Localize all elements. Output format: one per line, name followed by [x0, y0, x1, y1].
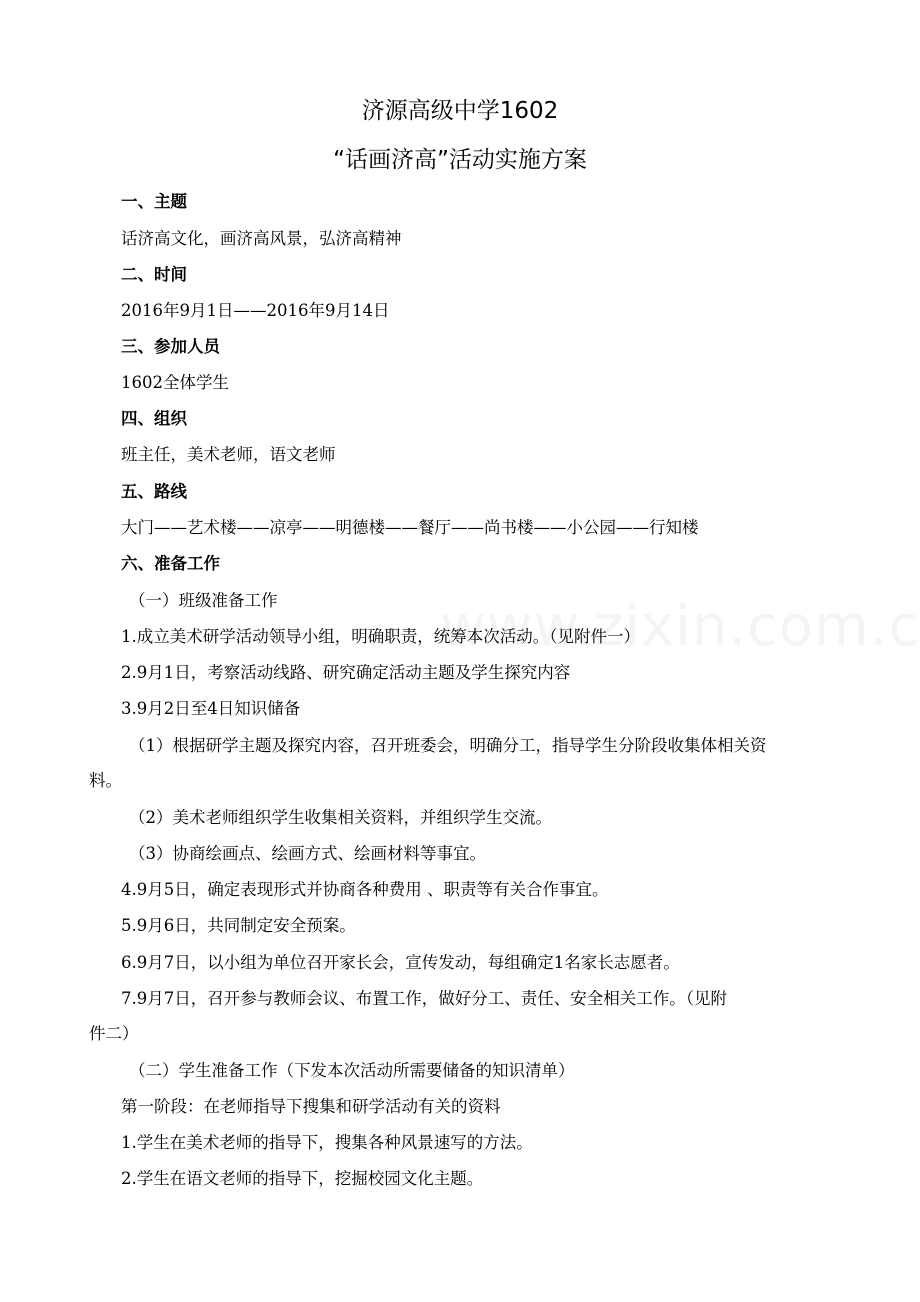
paragraph-line: 6.9月7日，以小组为单位召开家长会，宣传发动，每组确定1名家长志愿者。 — [121, 953, 680, 972]
section-heading-time: 二、时间 — [121, 265, 187, 284]
document-subtitle: “话画济高”活动实施方案 — [333, 147, 587, 173]
document-title: 济源高级中学1602 — [361, 98, 559, 124]
paragraph-line: 1.学生在美术老师的指导下，搜集各种风景速写的方法。 — [121, 1133, 533, 1152]
paragraph-line: （1）根据研学主题及探究内容，召开班委会，明确分工，指导学生分阶段收集体相关资 — [129, 736, 767, 755]
subsection-heading: （二）学生准备工作（下发本次活动所需要储备的知识清单） — [129, 1061, 575, 1080]
subsection-heading: （一）班级准备工作 — [129, 591, 278, 610]
paragraph-line: 5.9月6日，共同制定安全预案。 — [121, 916, 356, 935]
paragraph-line: 4.9月5日，确定表现形式并协商各种费用 、职责等有关合作事宜。 — [121, 880, 609, 899]
paragraph-line: 2016年9月1日——2016年9月14日 — [121, 301, 390, 320]
paragraph-line: 第一阶段：在老师指导下搜集和研学活动有关的资料 — [121, 1097, 501, 1116]
paragraph-line: 1.成立美术研学活动领导小组，明确职责，统筹本次活动。（见附件一） — [121, 627, 640, 646]
section-heading-route: 五、路线 — [121, 482, 187, 501]
section-heading-organization: 四、组织 — [121, 409, 187, 428]
paragraph-line: 3.9月2日至4日知识储备 — [121, 699, 301, 718]
section-heading-participants: 三、参加人员 — [121, 337, 220, 356]
paragraph-line: 2.学生在语文老师的指导下，挖掘校园文化主题。 — [121, 1169, 484, 1188]
paragraph-line: 班主任，美术老师，语文老师 — [121, 445, 336, 464]
paragraph-line: 话济高文化，画济高风景，弘济高精神 — [121, 229, 402, 248]
paragraph-line: 1602全体学生 — [121, 373, 229, 392]
paragraph-line: 大门——艺术楼——凉亭——明德楼——餐厅——尚书楼——小公园——行知楼 — [121, 518, 699, 537]
section-heading-theme: 一、主题 — [121, 192, 187, 211]
paragraph-line: 2.9月1日，考察活动线路、研究确定活动主题及学生探究内容 — [121, 663, 571, 682]
paragraph-line: （2）美术老师组织学生收集相关资料，并组织学生交流。 — [129, 808, 552, 827]
watermark — [440, 592, 920, 662]
paragraph-line: （3）协商绘画点、绘画方式、绘画材料等事宜。 — [129, 844, 486, 863]
paragraph-line: 7.9月7日，召开参与教师会议、布置工作，做好分工、责任、安全相关工作。（见附 — [121, 989, 727, 1008]
section-heading-preparation: 六、准备工作 — [121, 554, 220, 573]
paragraph-line: 料。 — [89, 771, 122, 790]
paragraph-line: 件二） — [89, 1024, 139, 1043]
